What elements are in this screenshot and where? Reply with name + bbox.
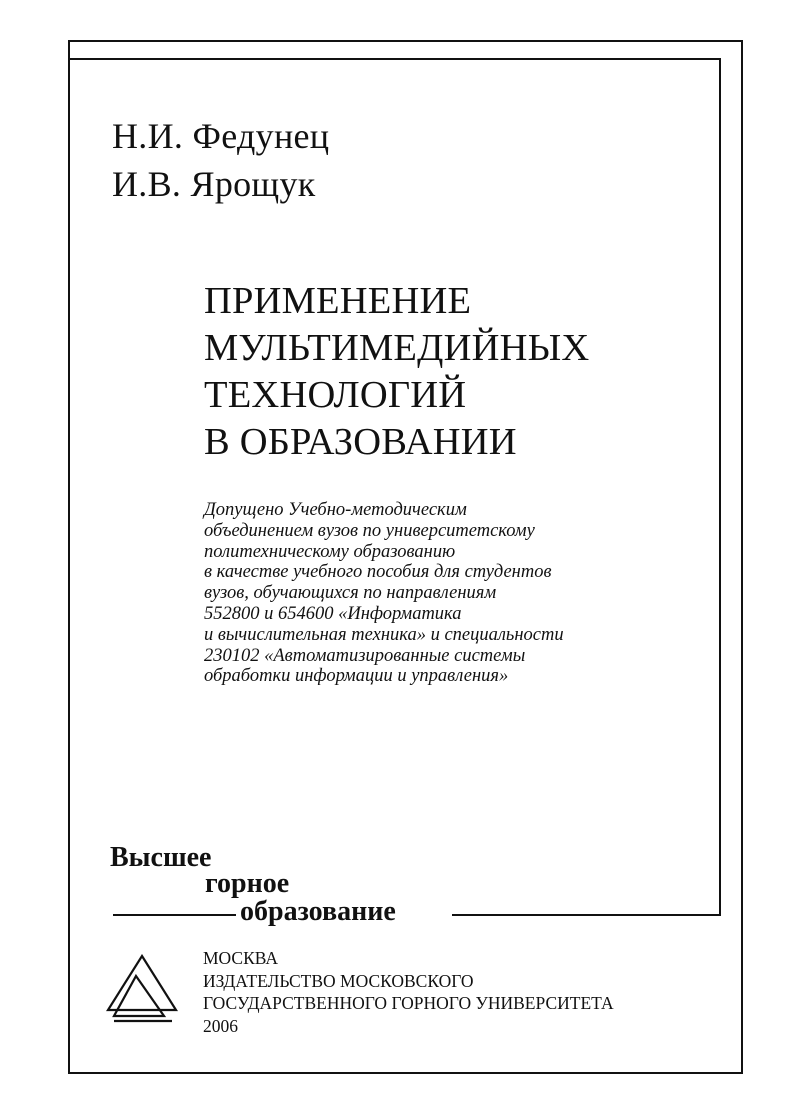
approval-line: в качестве учебного пособия для студентов [204, 562, 552, 583]
approval-line: 552800 и 654600 «Информатика [204, 603, 462, 624]
publisher-name-line: ГОСУДАРСТВЕННОГО ГОРНОГО УНИВЕРСИТЕТА [203, 993, 614, 1013]
title-line: ТЕХНОЛОГИЙ [204, 374, 467, 416]
title-line: ПРИМЕНЕНИЕ [204, 280, 472, 322]
series-label-line3: образование [240, 896, 396, 927]
title-line: В ОБРАЗОВАНИИ [204, 421, 517, 463]
approval-line: и вычислительная техника» и специальности [204, 624, 564, 645]
approval-line: политехническому образованию [204, 541, 456, 562]
series-label-line2: горное [205, 868, 290, 899]
publisher-city: МОСКВА [203, 948, 278, 968]
book-title [204, 278, 589, 466]
publisher-name-line: ИЗДАТЕЛЬСТВО МОСКОВСКОГО [203, 970, 474, 991]
title-line: МУЛЬТИМЕДИЙНЫХ [204, 327, 590, 369]
series-label-line1: Высшее [110, 842, 212, 873]
mountain-triangle-logo-icon [106, 954, 178, 1029]
approval-statement [204, 500, 684, 687]
series-rule-left [113, 914, 236, 916]
publisher-block [203, 947, 614, 1037]
approval-line: объединением вузов по университетскому [204, 520, 535, 541]
approval-line: вузов, обучающихся по направлениям [204, 583, 497, 604]
approval-line: обработки информации и управления» [204, 666, 509, 687]
authors-block [112, 112, 329, 208]
series-rule-right [452, 914, 721, 916]
page-border-inner-right [719, 58, 721, 914]
approval-line: Допущено Учебно-методическим [204, 500, 467, 520]
author-name: И.В. Ярощук [112, 164, 316, 204]
approval-line: 230102 «Автоматизированные системы [204, 645, 526, 666]
author-name: Н.И. Федунец [112, 116, 330, 156]
page-border-inner-top [70, 58, 721, 60]
publication-year: 2006 [203, 1015, 238, 1036]
